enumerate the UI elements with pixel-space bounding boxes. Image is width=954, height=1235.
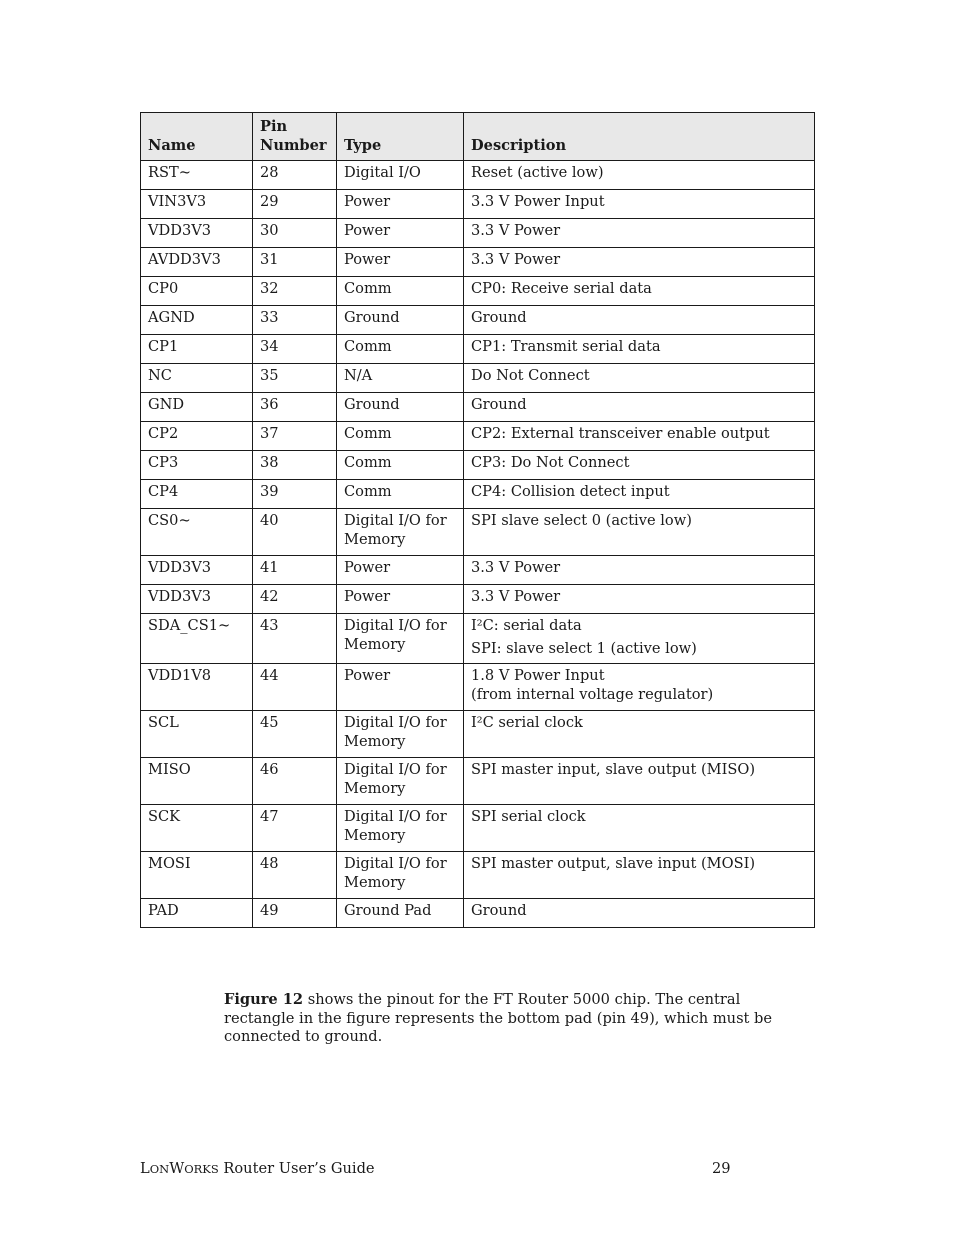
- cell-pin-number: 28: [253, 161, 337, 190]
- header-type: Type: [337, 113, 464, 161]
- cell-name: CP1: [141, 335, 253, 364]
- description-line: 3.3 V Power: [471, 222, 561, 239]
- description-line: 3.3 V Power: [471, 588, 561, 605]
- description-line: CP4: Collision detect input: [471, 483, 670, 500]
- paragraph-text: shows the pinout for the FT Router 5000 chip. The central rectangle in the figure represents the bottom pad (pin 49), which must be connected to ground.: [224, 991, 773, 1045]
- cell-name: NC: [141, 364, 253, 393]
- cell-type: Digital I/O for Memory: [337, 805, 464, 852]
- cell-pin-number: 49: [253, 899, 337, 928]
- cell-type: Power: [337, 664, 464, 711]
- cell-name: VDD3V3: [141, 556, 253, 585]
- table-row: [141, 393, 815, 422]
- cell-description: [464, 509, 815, 556]
- footer-title-w: W: [169, 1160, 185, 1177]
- table-row: [141, 852, 815, 899]
- table-row: [141, 585, 815, 614]
- cell-name: CP3: [141, 451, 253, 480]
- cell-type: Comm: [337, 277, 464, 306]
- cell-type: Comm: [337, 451, 464, 480]
- cell-pin-number: 44: [253, 664, 337, 711]
- table-row: [141, 190, 815, 219]
- cell-pin-number: 36: [253, 393, 337, 422]
- table-row: [141, 711, 815, 758]
- cell-type: Digital I/O for Memory: [337, 614, 464, 664]
- cell-type: Digital I/O for Memory: [337, 758, 464, 805]
- cell-description: [464, 364, 815, 393]
- cell-name: CP2: [141, 422, 253, 451]
- cell-name: CP0: [141, 277, 253, 306]
- cell-description: [464, 614, 815, 664]
- cell-pin-number: 47: [253, 805, 337, 852]
- cell-type: Ground: [337, 306, 464, 335]
- table-row: [141, 614, 815, 664]
- cell-description: [464, 711, 815, 758]
- page-number: 29: [712, 1160, 731, 1177]
- cell-type: Power: [337, 248, 464, 277]
- cell-type: Ground Pad: [337, 899, 464, 928]
- table-row: [141, 664, 815, 711]
- cell-description: [464, 480, 815, 509]
- table-row: [141, 451, 815, 480]
- table-row: [141, 161, 815, 190]
- cell-description: [464, 277, 815, 306]
- footer-title-on: ON: [149, 1162, 170, 1176]
- description-line: Ground: [471, 902, 527, 919]
- description-line: I²C: serial data: [471, 617, 582, 634]
- cell-type: Digital I/O for Memory: [337, 711, 464, 758]
- cell-type: Comm: [337, 422, 464, 451]
- cell-description: [464, 190, 815, 219]
- cell-pin-number: 31: [253, 248, 337, 277]
- cell-pin-number: 42: [253, 585, 337, 614]
- description-line: CP2: External transceiver enable output: [471, 425, 770, 442]
- header-name: Name: [141, 113, 253, 161]
- cell-description: [464, 585, 815, 614]
- table-row: [141, 277, 815, 306]
- description-line: 3.3 V Power: [471, 251, 561, 268]
- table-row: [141, 805, 815, 852]
- cell-name: MOSI: [141, 852, 253, 899]
- cell-type: Digital I/O: [337, 161, 464, 190]
- description-line: 1.8 V Power Input: [471, 667, 605, 684]
- description-line: Reset (active low): [471, 164, 604, 181]
- cell-pin-number: 34: [253, 335, 337, 364]
- cell-description: [464, 852, 815, 899]
- description-line: 3.3 V Power Input: [471, 193, 605, 210]
- cell-name: SCK: [141, 805, 253, 852]
- cell-description: [464, 248, 815, 277]
- cell-type: Power: [337, 219, 464, 248]
- cell-pin-number: 45: [253, 711, 337, 758]
- table-row: [141, 899, 815, 928]
- cell-name: CP4: [141, 480, 253, 509]
- cell-pin-number: 43: [253, 614, 337, 664]
- cell-description: [464, 335, 815, 364]
- cell-type: N/A: [337, 364, 464, 393]
- cell-name: AVDD3V3: [141, 248, 253, 277]
- cell-name: VDD3V3: [141, 219, 253, 248]
- table-row: [141, 306, 815, 335]
- cell-pin-number: 32: [253, 277, 337, 306]
- cell-type: Digital I/O for Memory: [337, 509, 464, 556]
- description-line: CP0: Receive serial data: [471, 280, 652, 297]
- cell-name: SDA_CS1~: [141, 614, 253, 664]
- cell-name: AGND: [141, 306, 253, 335]
- cell-pin-number: 30: [253, 219, 337, 248]
- cell-name: SCL: [141, 711, 253, 758]
- cell-description: [464, 758, 815, 805]
- header-pin-line1: Pin: [260, 118, 288, 135]
- cell-name: CS0~: [141, 509, 253, 556]
- cell-pin-number: 41: [253, 556, 337, 585]
- table-row: [141, 556, 815, 585]
- cell-name: VDD3V3: [141, 585, 253, 614]
- description-line: I²C serial clock: [471, 714, 583, 731]
- cell-description: [464, 219, 815, 248]
- cell-pin-number: 48: [253, 852, 337, 899]
- pin-table-body: [141, 161, 815, 928]
- cell-type: Comm: [337, 480, 464, 509]
- cell-type: Power: [337, 190, 464, 219]
- cell-description: [464, 805, 815, 852]
- cell-pin-number: 40: [253, 509, 337, 556]
- cell-description: [464, 899, 815, 928]
- description-line: (from internal voltage regulator): [471, 685, 714, 703]
- cell-pin-number: 33: [253, 306, 337, 335]
- table-row: [141, 480, 815, 509]
- cell-description: [464, 422, 815, 451]
- cell-description: [464, 393, 815, 422]
- cell-description: [464, 306, 815, 335]
- table-row: [141, 248, 815, 277]
- figure-reference: Figure 12: [224, 991, 304, 1008]
- description-line: SPI master input, slave output (MISO): [471, 761, 756, 778]
- header-pin-line2: Number: [260, 136, 327, 154]
- cell-type: Digital I/O for Memory: [337, 852, 464, 899]
- description-line: CP3: Do Not Connect: [471, 454, 630, 471]
- cell-type: Power: [337, 585, 464, 614]
- header-pin-number: [253, 113, 337, 161]
- cell-type: Comm: [337, 335, 464, 364]
- cell-description: [464, 556, 815, 585]
- cell-type: Power: [337, 556, 464, 585]
- table-row: [141, 364, 815, 393]
- description-line: CP1: Transmit serial data: [471, 338, 661, 355]
- footer-title-l: L: [140, 1160, 150, 1177]
- description-line: 3.3 V Power: [471, 559, 561, 576]
- table-row: [141, 219, 815, 248]
- table-header-row: [141, 113, 815, 161]
- cell-name: MISO: [141, 758, 253, 805]
- cell-pin-number: 38: [253, 451, 337, 480]
- table-row: [141, 758, 815, 805]
- cell-pin-number: 35: [253, 364, 337, 393]
- description-line: SPI: slave select 1 (active low): [471, 639, 697, 657]
- cell-name: VDD1V8: [141, 664, 253, 711]
- cell-description: [464, 161, 815, 190]
- cell-pin-number: 46: [253, 758, 337, 805]
- body-paragraph: [224, 991, 814, 1047]
- table-row: [141, 509, 815, 556]
- cell-name: GND: [141, 393, 253, 422]
- footer-title-orks: ORKS: [184, 1162, 219, 1176]
- cell-name: PAD: [141, 899, 253, 928]
- footer-title: [140, 1160, 375, 1177]
- description-line: SPI slave select 0 (active low): [471, 512, 692, 529]
- cell-type: Ground: [337, 393, 464, 422]
- cell-description: [464, 664, 815, 711]
- description-line: SPI serial clock: [471, 808, 586, 825]
- cell-pin-number: 29: [253, 190, 337, 219]
- header-description: Description: [464, 113, 815, 161]
- description-line: SPI master output, slave input (MOSI): [471, 855, 756, 872]
- table-row: [141, 335, 815, 364]
- cell-name: VIN3V3: [141, 190, 253, 219]
- cell-name: RST~: [141, 161, 253, 190]
- footer-title-rest: Router User’s Guide: [218, 1160, 375, 1177]
- cell-pin-number: 39: [253, 480, 337, 509]
- cell-description: [464, 451, 815, 480]
- cell-pin-number: 37: [253, 422, 337, 451]
- table-row: [141, 422, 815, 451]
- description-line: Ground: [471, 309, 527, 326]
- pin-table: [140, 112, 815, 928]
- description-line: Ground: [471, 396, 527, 413]
- description-line: Do Not Connect: [471, 367, 590, 384]
